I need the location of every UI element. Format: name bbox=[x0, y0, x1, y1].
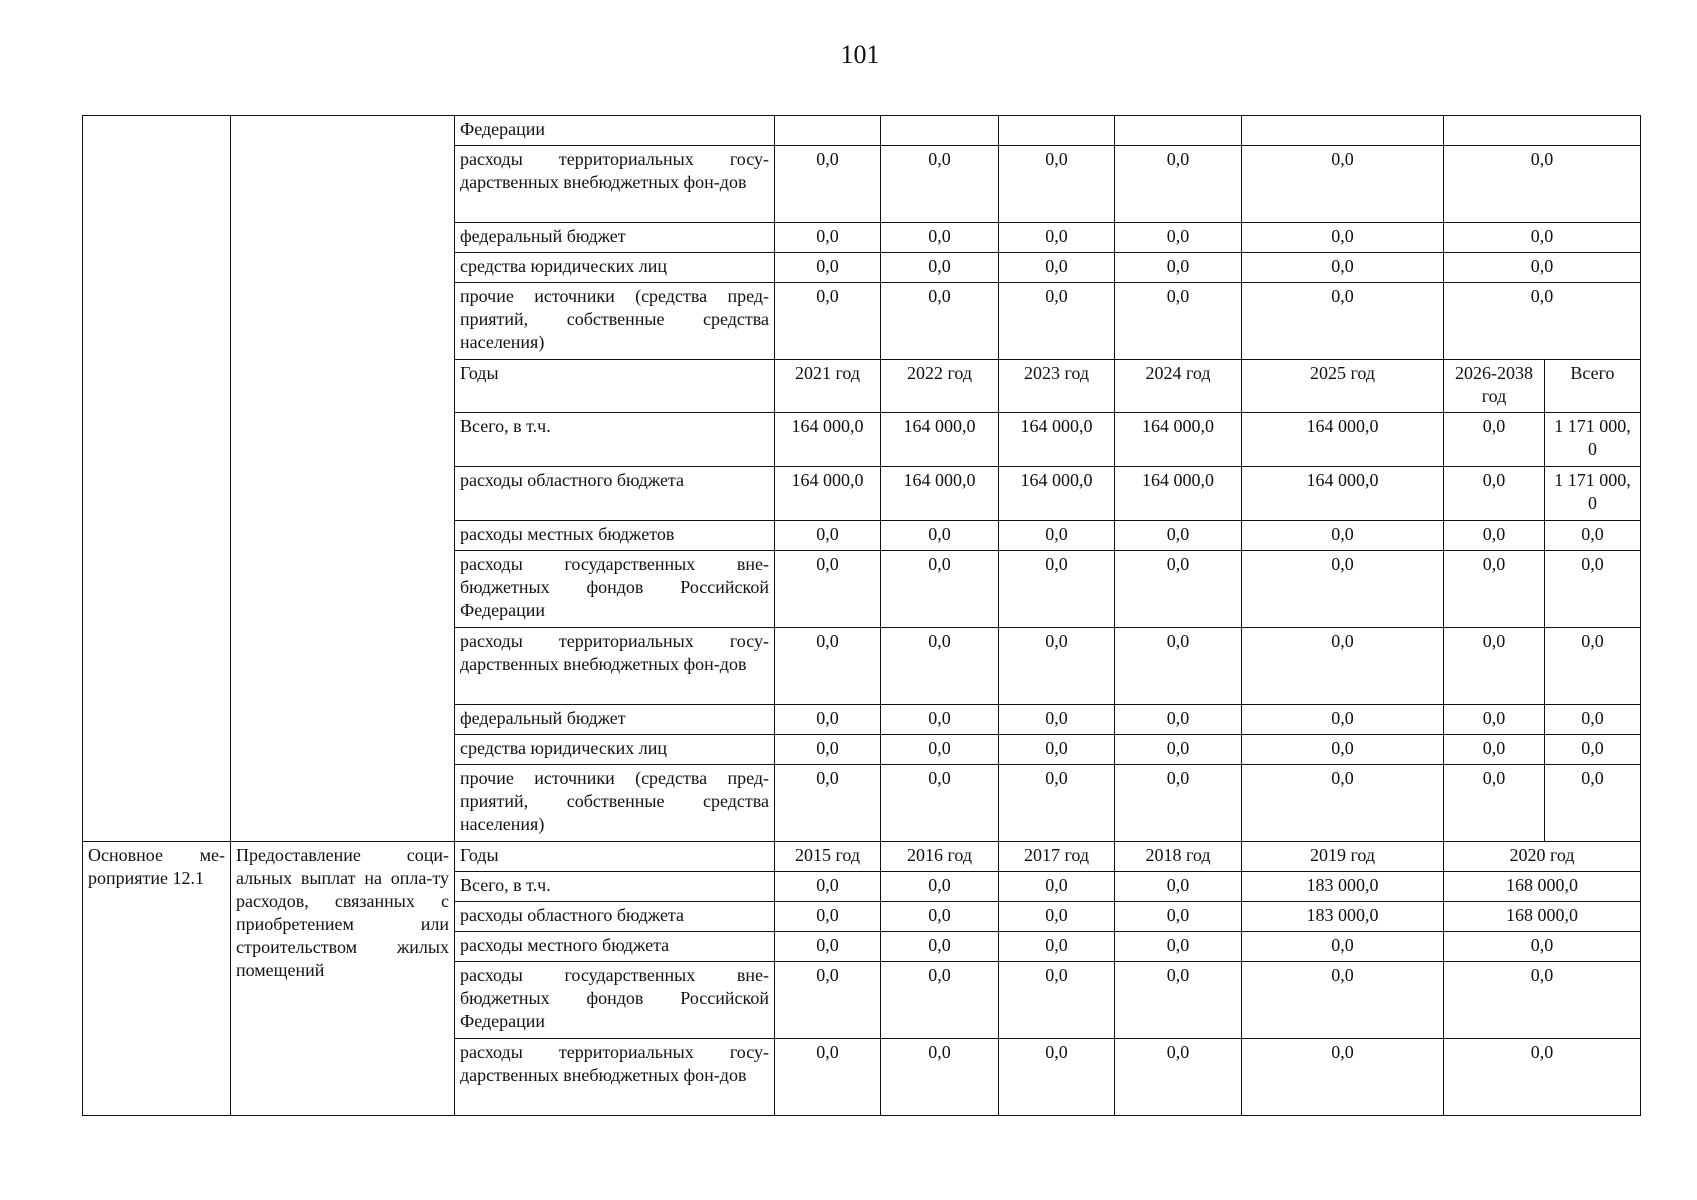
value-cell: 0,0 bbox=[775, 223, 881, 253]
row-label: Всего, в т.ч. bbox=[455, 413, 775, 467]
value-cell: 0,0 bbox=[881, 283, 999, 360]
value-cell: 0,0 bbox=[881, 765, 999, 842]
value-cell: 0,0 bbox=[881, 551, 999, 628]
measure-name: Основное ме-роприятие 12.1 bbox=[83, 842, 231, 1116]
value-cell: 0,0 bbox=[999, 628, 1115, 705]
value-cell: 0,0 bbox=[1115, 146, 1242, 223]
value-cell: 0,0 bbox=[1242, 705, 1444, 735]
value-cell: 0,0 bbox=[999, 735, 1115, 765]
value-cell: 0,0 bbox=[881, 932, 999, 962]
value-cell: 0,0 bbox=[1444, 705, 1545, 735]
value-cell: 0,0 bbox=[1115, 283, 1242, 360]
value-cell: 164 000,0 bbox=[775, 413, 881, 467]
value-cell: 0,0 bbox=[881, 705, 999, 735]
value-cell: 0,0 bbox=[1115, 932, 1242, 962]
value-cell: 0,0 bbox=[775, 146, 881, 223]
empty-cell bbox=[775, 116, 881, 146]
value-cell: 0,0 bbox=[1242, 146, 1444, 223]
value-cell: 0,0 bbox=[1115, 872, 1242, 902]
value-cell: 0,0 bbox=[1115, 765, 1242, 842]
empty-cell bbox=[881, 116, 999, 146]
year-header: 2015 год bbox=[775, 842, 881, 872]
value-cell: 0,0 bbox=[1115, 1039, 1242, 1116]
years-header-label: Годы bbox=[455, 360, 775, 413]
year-header: 2021 год bbox=[775, 360, 881, 413]
value-cell: 0,0 bbox=[775, 765, 881, 842]
year-header: 2023 год bbox=[999, 360, 1115, 413]
value-cell: 0,0 bbox=[881, 521, 999, 551]
value-cell: 1 171 000, 0 bbox=[1545, 413, 1641, 467]
value-cell: 0,0 bbox=[881, 872, 999, 902]
table-row bbox=[83, 842, 1641, 872]
value-cell: 0,0 bbox=[1444, 223, 1641, 253]
value-cell: 0,0 bbox=[881, 223, 999, 253]
value-cell: 0,0 bbox=[999, 872, 1115, 902]
empty-cell bbox=[1242, 116, 1444, 146]
value-cell: 0,0 bbox=[1444, 765, 1545, 842]
value-cell: 0,0 bbox=[1115, 551, 1242, 628]
value-cell: 0,0 bbox=[881, 735, 999, 765]
value-cell: 0,0 bbox=[775, 902, 881, 932]
value-cell: 0,0 bbox=[1115, 735, 1242, 765]
empty-cell bbox=[999, 116, 1115, 146]
value-cell: 0,0 bbox=[999, 551, 1115, 628]
row-label: Всего, в т.ч. bbox=[455, 872, 775, 902]
row-label: средства юридических лиц bbox=[455, 735, 775, 765]
value-cell: 0,0 bbox=[1444, 551, 1545, 628]
value-cell: 164 000,0 bbox=[1115, 467, 1242, 521]
value-cell: 0,0 bbox=[1545, 551, 1641, 628]
financing-table bbox=[82, 115, 1641, 842]
value-cell: 0,0 bbox=[881, 628, 999, 705]
value-cell: 0,0 bbox=[1444, 253, 1641, 283]
empty-cell bbox=[1444, 116, 1641, 146]
value-cell: 0,0 bbox=[1545, 765, 1641, 842]
row-label: расходы государственных вне-бюджетных фондов Российской Федерации bbox=[455, 551, 775, 628]
row-label: федеральный бюджет bbox=[455, 223, 775, 253]
value-cell: 164 000,0 bbox=[1115, 413, 1242, 467]
value-cell: 0,0 bbox=[1242, 253, 1444, 283]
year-header: 2022 год bbox=[881, 360, 999, 413]
value-cell: 0,0 bbox=[1115, 962, 1242, 1039]
value-cell: 0,0 bbox=[1242, 735, 1444, 765]
row-label: расходы областного бюджета bbox=[455, 467, 775, 521]
row-label: расходы областного бюджета bbox=[455, 902, 775, 932]
value-cell: 0,0 bbox=[1115, 628, 1242, 705]
value-cell: 0,0 bbox=[1545, 628, 1641, 705]
year-header: 2026-2038 год bbox=[1444, 360, 1545, 413]
year-header: 2025 год bbox=[1242, 360, 1444, 413]
value-cell: 0,0 bbox=[999, 902, 1115, 932]
value-cell: 183 000,0 bbox=[1242, 902, 1444, 932]
value-cell: 0,0 bbox=[1242, 962, 1444, 1039]
value-cell: 0,0 bbox=[881, 146, 999, 223]
value-cell: 0,0 bbox=[775, 735, 881, 765]
value-cell: 0,0 bbox=[775, 521, 881, 551]
row-label: расходы государственных вне-бюджетных фондов Российской Федерации bbox=[455, 962, 775, 1039]
value-cell: 0,0 bbox=[1242, 628, 1444, 705]
value-cell: 0,0 bbox=[775, 283, 881, 360]
empty-cell bbox=[1115, 116, 1242, 146]
row-label: расходы территориальных госу-дарственных внебюджетных фон-дов bbox=[455, 146, 775, 223]
year-header: 2017 год bbox=[999, 842, 1115, 872]
value-cell: 0,0 bbox=[775, 628, 881, 705]
value-cell: 0,0 bbox=[775, 253, 881, 283]
value-cell: 0,0 bbox=[1242, 932, 1444, 962]
value-cell: 164 000,0 bbox=[881, 413, 999, 467]
row-label: Федерации bbox=[455, 116, 775, 146]
measure-cell-empty bbox=[83, 116, 231, 842]
value-cell: 0,0 bbox=[999, 223, 1115, 253]
value-cell: 0,0 bbox=[999, 962, 1115, 1039]
row-label: прочие источники (средства пред-приятий, собственные средства населения) bbox=[455, 765, 775, 842]
financing-table-measure-12-1 bbox=[82, 841, 1641, 1116]
value-cell: 0,0 bbox=[1545, 521, 1641, 551]
value-cell: 0,0 bbox=[775, 551, 881, 628]
value-cell: 0,0 bbox=[1444, 1039, 1641, 1116]
value-cell: 1 171 000, 0 bbox=[1545, 467, 1641, 521]
value-cell: 0,0 bbox=[775, 932, 881, 962]
value-cell: 0,0 bbox=[1242, 551, 1444, 628]
value-cell: 0,0 bbox=[881, 1039, 999, 1116]
value-cell: 0,0 bbox=[1242, 521, 1444, 551]
page-number: 101 bbox=[840, 40, 880, 69]
row-label: прочие источники (средства пред-приятий, собственные средства населения) bbox=[455, 283, 775, 360]
value-cell: 0,0 bbox=[1115, 223, 1242, 253]
table-row bbox=[83, 116, 1641, 146]
description-cell-empty bbox=[231, 116, 455, 842]
year-header: Всего bbox=[1545, 360, 1641, 413]
row-label: расходы местных бюджетов bbox=[455, 521, 775, 551]
row-label: федеральный бюджет bbox=[455, 705, 775, 735]
value-cell: 164 000,0 bbox=[1242, 467, 1444, 521]
value-cell: 0,0 bbox=[1444, 962, 1641, 1039]
year-header: 2018 год bbox=[1115, 842, 1242, 872]
value-cell: 0,0 bbox=[1444, 521, 1545, 551]
value-cell: 0,0 bbox=[1115, 705, 1242, 735]
value-cell: 0,0 bbox=[1242, 1039, 1444, 1116]
row-label: расходы территориальных госу-дарственных внебюджетных фон-дов bbox=[455, 628, 775, 705]
value-cell: 0,0 bbox=[1115, 253, 1242, 283]
value-cell: 0,0 bbox=[1444, 628, 1545, 705]
value-cell: 0,0 bbox=[999, 521, 1115, 551]
row-label: средства юридических лиц bbox=[455, 253, 775, 283]
value-cell: 0,0 bbox=[1242, 765, 1444, 842]
value-cell: 0,0 bbox=[999, 1039, 1115, 1116]
value-cell: 0,0 bbox=[881, 902, 999, 932]
value-cell: 0,0 bbox=[1115, 521, 1242, 551]
value-cell: 0,0 bbox=[881, 962, 999, 1039]
value-cell: 0,0 bbox=[999, 932, 1115, 962]
value-cell: 164 000,0 bbox=[775, 467, 881, 521]
value-cell: 0,0 bbox=[999, 705, 1115, 735]
value-cell: 183 000,0 bbox=[1242, 872, 1444, 902]
value-cell: 0,0 bbox=[881, 253, 999, 283]
value-cell: 0,0 bbox=[1444, 413, 1545, 467]
value-cell: 0,0 bbox=[999, 283, 1115, 360]
value-cell: 0,0 bbox=[775, 962, 881, 1039]
value-cell: 0,0 bbox=[1444, 932, 1641, 962]
value-cell: 0,0 bbox=[1444, 283, 1641, 360]
measure-description: Предоставление соци-альных выплат на опла-ту расходов, связанных с приобретением или строительством жилых помещений bbox=[231, 842, 455, 1116]
value-cell: 0,0 bbox=[775, 1039, 881, 1116]
value-cell: 0,0 bbox=[1444, 735, 1545, 765]
value-cell: 0,0 bbox=[1242, 223, 1444, 253]
value-cell: 0,0 bbox=[999, 146, 1115, 223]
year-header: 2024 год bbox=[1115, 360, 1242, 413]
value-cell: 0,0 bbox=[775, 872, 881, 902]
value-cell: 0,0 bbox=[775, 705, 881, 735]
value-cell: 0,0 bbox=[1545, 705, 1641, 735]
value-cell: 164 000,0 bbox=[999, 413, 1115, 467]
year-header: 2016 год bbox=[881, 842, 999, 872]
year-header: 2020 год bbox=[1444, 842, 1641, 872]
value-cell: 168 000,0 bbox=[1444, 902, 1641, 932]
value-cell: 164 000,0 bbox=[999, 467, 1115, 521]
value-cell: 164 000,0 bbox=[1242, 413, 1444, 467]
row-label: расходы местного бюджета bbox=[455, 932, 775, 962]
value-cell: 0,0 bbox=[1444, 146, 1641, 223]
row-label: расходы территориальных госу-дарственных внебюджетных фон-дов bbox=[455, 1039, 775, 1116]
value-cell: 164 000,0 bbox=[881, 467, 999, 521]
value-cell: 0,0 bbox=[999, 253, 1115, 283]
year-header: 2019 год bbox=[1242, 842, 1444, 872]
value-cell: 0,0 bbox=[1242, 283, 1444, 360]
value-cell: 0,0 bbox=[999, 765, 1115, 842]
value-cell: 0,0 bbox=[1444, 467, 1545, 521]
value-cell: 168 000,0 bbox=[1444, 872, 1641, 902]
years-header-label: Годы bbox=[455, 842, 775, 872]
value-cell: 0,0 bbox=[1115, 902, 1242, 932]
value-cell: 0,0 bbox=[1545, 735, 1641, 765]
